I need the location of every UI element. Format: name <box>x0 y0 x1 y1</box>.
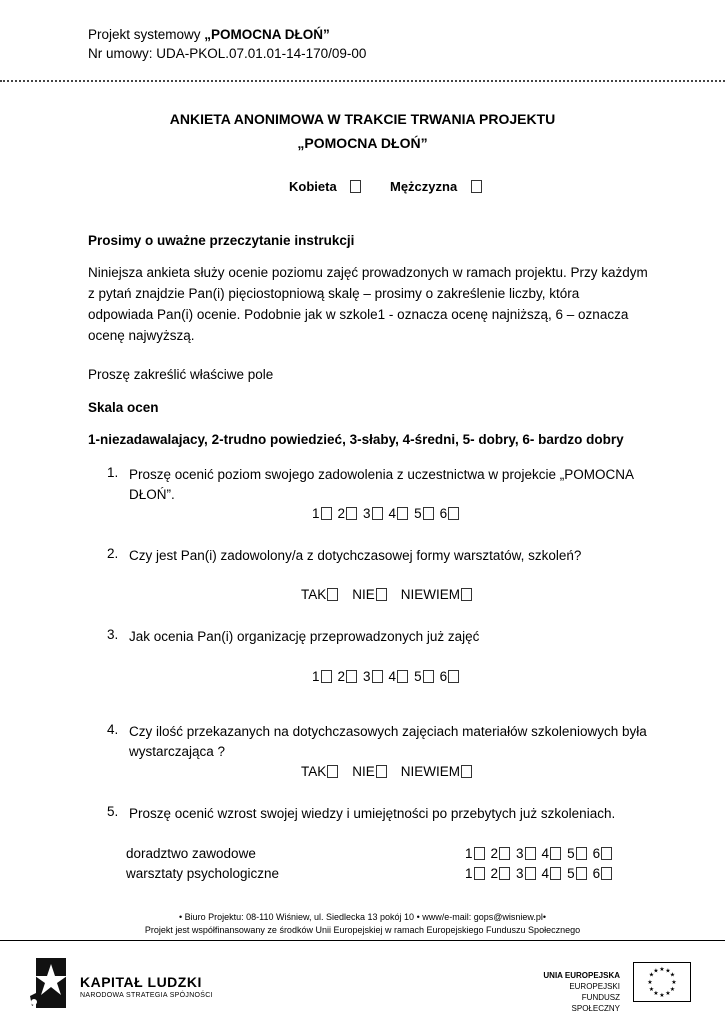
rating-option[interactable]: 1 <box>465 866 485 881</box>
dotted-divider <box>0 80 725 82</box>
svg-text:★: ★ <box>648 971 655 979</box>
instructions-line: odpowiada Pan(i) ocenie. Podobnie jak w szkole1 - oznacza ocenę najniższą, 6 – oznacza <box>88 307 629 322</box>
svg-text:★: ★ <box>665 967 671 975</box>
eu-line: EUROPEJSKI <box>569 982 620 991</box>
header-project-name: „POMOCNA DŁOŃ” <box>204 27 330 42</box>
question-1-text <box>129 465 649 505</box>
rating-option[interactable]: 3 <box>363 506 383 521</box>
rating-option[interactable]: 6 <box>593 866 613 881</box>
question-number: 3. <box>107 627 119 642</box>
rating-scale-q1 <box>312 506 465 521</box>
answer-dont-know[interactable]: NIEWIEM <box>401 764 472 779</box>
rating-scale-q5b <box>465 866 618 881</box>
yes-no-q4 <box>301 764 486 779</box>
contract-number: Nr umowy: UDA-PKOL.07.01.01-14-170/09-00 <box>88 46 367 61</box>
question-5-text: Proszę ocenić wzrost swojej wiedzy i umiejętności po przebytych już szkoleniach. <box>129 806 616 821</box>
project-header <box>88 27 330 42</box>
eu-text <box>534 970 620 1014</box>
rating-option[interactable]: 3 <box>516 866 536 881</box>
rating-scale-q5a <box>465 846 618 861</box>
scale-heading: Skala ocen <box>88 400 159 415</box>
rating-option[interactable]: 4 <box>542 866 562 881</box>
question-4-text <box>129 722 649 762</box>
rating-option[interactable]: 1 <box>312 669 332 684</box>
gender-female-label: Kobieta <box>289 179 337 194</box>
scale-legend: 1-niezadawalajacy, 2-trudno powiedzieć, 3-słaby, 4-średni, 5- dobry, 6- bardzo dobry <box>88 432 624 447</box>
footer-divider <box>0 940 725 941</box>
rating-option[interactable]: 6 <box>440 669 460 684</box>
rating-option[interactable]: 1 <box>312 506 332 521</box>
rating-option[interactable]: 3 <box>363 669 383 684</box>
answer-dont-know[interactable]: NIEWIEM <box>401 587 472 602</box>
mark-field-instruction: Proszę zakreślić właściwe pole <box>88 367 274 382</box>
instructions-paragraph <box>88 262 648 346</box>
kapital-ludzki-logo-icon <box>28 956 72 1014</box>
rating-option[interactable]: 6 <box>593 846 613 861</box>
survey-title-project: „POMOCNA DŁOŃ” <box>297 135 428 151</box>
rating-option[interactable]: 5 <box>567 846 587 861</box>
question-line: Proszę ocenić poziom swojego zadowolenia z uczestnictwa w projekcie „POMOCNA <box>129 467 634 482</box>
kapital-ludzki-subtitle: NARODOWA STRATEGIA SPÓJNOŚCI <box>80 992 213 999</box>
question-3-text: Jak ocenia Pan(i) organizację przeprowadzonych już zajęć <box>129 629 480 644</box>
footer-funding: Projekt jest współfinansowany ze środków Unii Europejskiej w ramach Europejskiego Funduszu Społecznego <box>144 925 581 935</box>
footer-address: • Biuro Projektu: 08-110 Wiśniew, ul. Siedlecka 13 pokój 10 • www/e-mail: gops@wisniew.pl• <box>178 912 547 922</box>
svg-text:★: ★ <box>669 971 676 979</box>
gender-female <box>289 179 361 194</box>
rating-option[interactable]: 2 <box>491 866 511 881</box>
svg-text:★: ★ <box>647 979 653 986</box>
svg-text:★: ★ <box>653 967 659 975</box>
kapital-ludzki-title: KAPITAŁ LUDZKI <box>80 974 202 990</box>
rating-option[interactable]: 4 <box>542 846 562 861</box>
question-number: 4. <box>107 722 119 737</box>
instructions-line: Niniejsza ankieta służy ocenie poziomu zajęć prowadzonych w ramach projektu. Przy każdym <box>88 265 648 280</box>
rating-option[interactable]: 2 <box>338 669 358 684</box>
gender-male-label: Mężczyzna <box>390 179 458 194</box>
rating-option[interactable]: 5 <box>414 506 434 521</box>
sub-item-label: warsztaty psychologiczne <box>126 866 280 881</box>
rating-option[interactable]: 3 <box>516 846 536 861</box>
rating-option[interactable]: 2 <box>491 846 511 861</box>
question-number: 1. <box>107 465 119 480</box>
rating-scale-q3 <box>312 669 465 684</box>
question-line: Czy ilość przekazanych na dotychczasowych zajęciach materiałów szkoleniowych była <box>129 724 647 739</box>
svg-text:★: ★ <box>671 979 677 986</box>
header-prefix: Projekt systemowy <box>88 27 205 42</box>
rating-option[interactable]: 5 <box>567 866 587 881</box>
rating-option[interactable]: 5 <box>414 669 434 684</box>
svg-text:★: ★ <box>653 990 659 997</box>
sub-item-label: doradztwo zawodowe <box>126 846 256 861</box>
svg-text:★: ★ <box>659 992 665 999</box>
gender-male-checkbox[interactable] <box>471 180 482 193</box>
eu-line: FUNDUSZ SPOŁECZNY <box>571 993 620 1013</box>
rating-option[interactable]: 4 <box>389 506 409 521</box>
question-line: wystarczająca ? <box>129 744 226 759</box>
svg-text:★: ★ <box>669 986 676 993</box>
question-line: DŁOŃ”. <box>129 487 175 502</box>
gender-male <box>390 179 482 194</box>
rating-option[interactable]: 4 <box>389 669 409 684</box>
gender-female-checkbox[interactable] <box>350 180 361 193</box>
question-number: 2. <box>107 546 119 561</box>
question-2-text: Czy jest Pan(i) zadowolony/a z dotychczasowej formy warsztatów, szkoleń? <box>129 548 582 563</box>
rating-option[interactable]: 2 <box>338 506 358 521</box>
instructions-line: ocenę najwyższą. <box>88 328 195 343</box>
eu-line: UNIA EUROPEJSKA <box>543 971 620 980</box>
answer-yes[interactable]: TAK <box>301 587 338 602</box>
rating-option[interactable]: 6 <box>440 506 460 521</box>
rating-option[interactable]: 1 <box>465 846 485 861</box>
svg-text:★: ★ <box>665 990 671 997</box>
yes-no-q2 <box>301 587 486 602</box>
answer-yes[interactable]: TAK <box>301 764 338 779</box>
answer-no[interactable]: NIE <box>352 764 387 779</box>
instructions-heading: Prosimy o uważne przeczytanie instrukcji <box>88 233 355 248</box>
question-number: 5. <box>107 804 119 819</box>
eu-flag-icon <box>633 962 691 1002</box>
svg-text:★: ★ <box>659 966 665 973</box>
answer-no[interactable]: NIE <box>352 587 387 602</box>
instructions-line: z pytań znajdzie Pan(i) pięciostopniową skalę – prosimy o zakreślenie liczby, która <box>88 286 580 301</box>
survey-title: ANKIETA ANONIMOWA W TRAKCIE TRWANIA PROJEKTU <box>169 111 556 127</box>
svg-text:★: ★ <box>648 986 655 993</box>
